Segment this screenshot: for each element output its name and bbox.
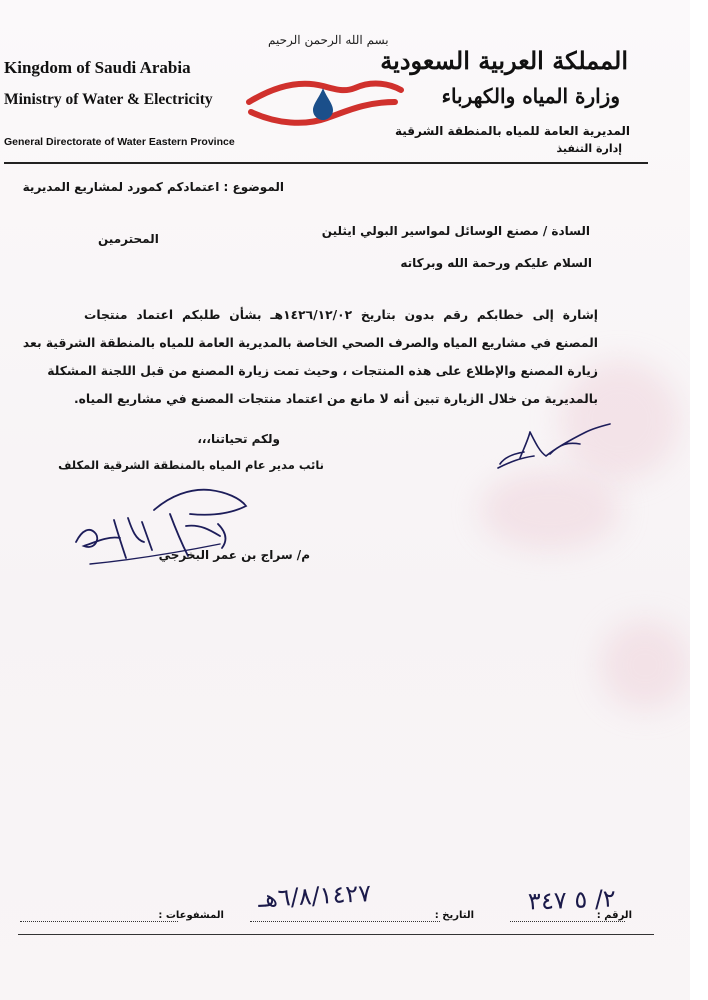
signatory-name: م/ سراج بن عمر البخرجي [158, 548, 310, 562]
letter-honorific: المحترمين [98, 232, 159, 246]
date-label: التاريخ : [434, 910, 474, 921]
letter-greeting: السلام عليكم ورحمة الله وبركاته [400, 256, 592, 270]
header-kingdom-en: Kingdom of Saudi Arabia [4, 58, 191, 77]
paragraph-line: بالمديرية من خلال الزيارة تبين أنه لا مانع من اعتماد منتجات المصنع في مشاريع المياه. [74, 392, 598, 406]
ministry-logo [245, 72, 405, 130]
paragraph-line: زيارة المصنع والإطلاع على هذه المنتجات ، وحيث تمت زيارة المصنع من قبل اللجنة المشكلة [47, 364, 598, 378]
letter-date: ٦/٨/١٤٢٧هـ [257, 879, 372, 913]
date-field-line [250, 921, 440, 922]
paper-stain [600, 620, 690, 710]
paragraph-line: المصنع في مشاريع المياه والصرف الصحي الخاصة بالمديرية العامة للمياه بالمنطقة الشرقية بعد [22, 336, 598, 350]
header-directorate-en: General Directorate of Water Eastern Province [4, 136, 235, 148]
letter-closing: ولكم تحياتنا،،، [197, 432, 280, 446]
initials-signature [490, 418, 620, 476]
signatory-title: نائب مدير عام المياه بالمنطقة الشرقية المكلف [58, 458, 324, 472]
number-field-line [510, 921, 625, 922]
footer-divider [18, 934, 654, 935]
header-ministry-en: Ministry of Water & Electricity [4, 91, 213, 108]
header-directorate-ar: المديرية العامة للمياه بالمنطقة الشرقية [395, 124, 630, 138]
header-ministry-ar: وزارة المياه والكهرباء [441, 84, 620, 108]
letter-addressee: السادة / مصنع الوسائل لمواسير البولي ايثلين [321, 224, 590, 238]
header-department-ar: إدارة التنفيذ [556, 142, 622, 155]
reference-number: ٢/ ٥ ٣٤٧ [527, 884, 617, 916]
letter-subject: الموضوع : اعتمادكم كمورد لمشاريع المديرية [22, 180, 284, 194]
attachments-field-line [20, 921, 178, 922]
paper-stain [480, 470, 620, 550]
basmala: بسم الله الرحمن الرحيم [268, 33, 389, 47]
attachments-label: المشفوعات : [158, 910, 224, 921]
number-label: الرقم : [596, 910, 632, 921]
scan-edge [690, 0, 708, 1000]
header-divider [4, 162, 648, 164]
paragraph-line: إشارة إلى خطابكم رقم بدون بتاريخ ١٤٢٦/١٢/٠٢هـ بشأن طلبكم اعتماد منتجات [84, 308, 598, 322]
header-kingdom-ar: المملكة العربية السعودية [380, 46, 628, 75]
